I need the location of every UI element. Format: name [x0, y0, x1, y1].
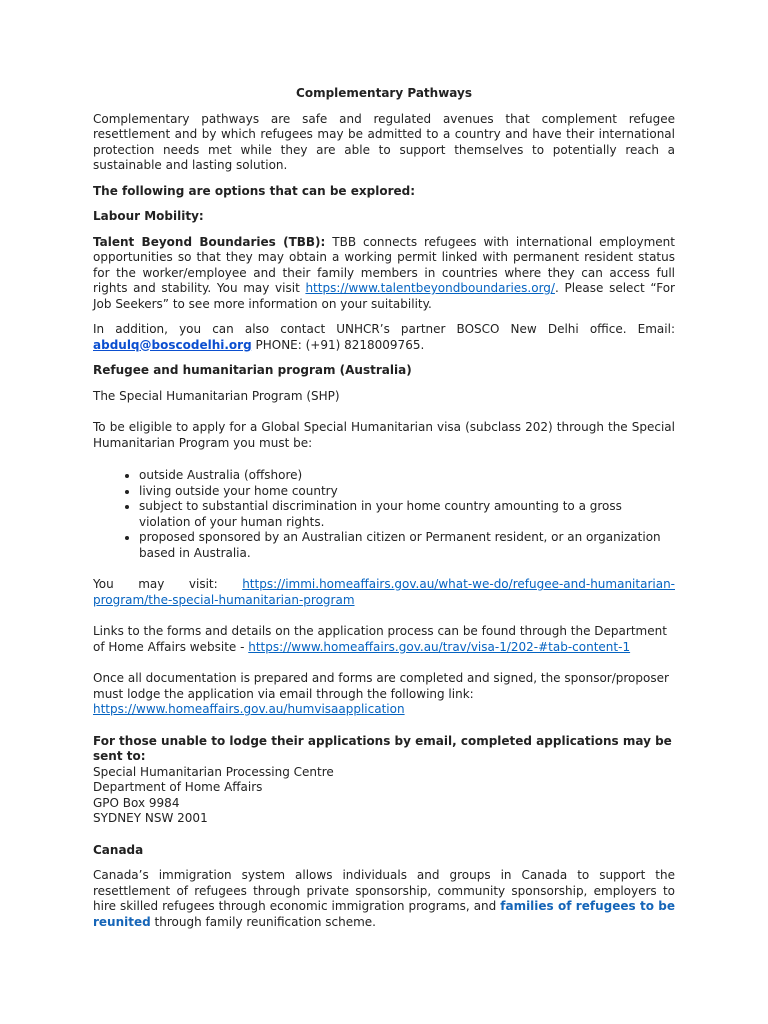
bosco-text: In addition, you can also contact UNHCR’s partner BOSCO New Delhi office. Email:	[93, 322, 675, 336]
bosco-email-link[interactable]: abdulq@boscodelhi.org	[93, 337, 252, 352]
australia-heading: Refugee and humanitarian program (Australia)	[93, 363, 412, 377]
labour-mobility-heading: Labour Mobility:	[93, 209, 204, 223]
visit-paragraph	[93, 577, 675, 608]
tbb-paragraph	[93, 235, 675, 313]
lodge-text: Once all documentation is prepared and forms are completed and signed, the sponsor/proposer must lodge the application via email through the following link:	[93, 671, 669, 701]
tbb-link[interactable]: https://www.talentbeyondboundaries.org/	[305, 281, 555, 295]
canada-heading: Canada	[93, 842, 144, 857]
canada-highlight: families of refugees to be reunited	[93, 899, 675, 929]
list-item: • proposed sponsored by an Australian citizen or Permanent resident, or an organization based in Australia.	[139, 530, 675, 561]
tbb-text: TBB connects refugees with international employment opportunities so that they may obtain a working permit linked with permanent resident status for the worker/employee and their family members in countries where they can access full rights and stability. You may visit	[93, 234, 675, 295]
tbb-label: Talent Beyond Boundaries (TBB):	[93, 234, 326, 249]
postal-address	[93, 765, 675, 827]
document-body	[93, 86, 675, 930]
eligibility-paragraph: To be eligible to apply for a Global Special Humanitarian visa (subclass 202) through the Special Humanitarian Program you must be:	[93, 420, 675, 450]
lodge-paragraph	[93, 671, 675, 718]
list-item: • living outside your home country	[139, 484, 675, 500]
visit-text: You may visit:	[93, 577, 243, 591]
address-line: Department of Home Affairs	[93, 780, 263, 794]
shp-link[interactable]: https://immi.homeaffairs.gov.au/what-we-do/refugee-and-humanitarian-program/the-special-humanitarian-program	[93, 577, 675, 607]
tbb-after: . Please select “For Job Seekers” to see more information on your suitability.	[93, 281, 675, 311]
address-line: SYDNEY NSW 2001	[93, 811, 208, 825]
forms-paragraph	[93, 624, 675, 655]
bosco-phone: PHONE: (+91) 8218009765.	[251, 337, 425, 352]
canada-text: Canada’s immigration system allows individuals and groups in Canada to support the resettlement of refugees through private sponsorship, community sponsorship, employers to hire skilled refugees through economic immigration programs, and	[93, 868, 675, 913]
criteria-list	[93, 468, 675, 561]
lodge-link[interactable]: https://www.homeaffairs.gov.au/humvisaapplication	[93, 702, 405, 716]
list-item: • subject to substantial discrimination in your home country amounting to a gross violation of your human rights.	[139, 499, 675, 530]
canada-after: through family reunification scheme.	[150, 914, 376, 929]
intro-paragraph: Complementary pathways are safe and regulated avenues that complement refugee resettlement and by which refugees may be admitted to a country and have their international protection needs met while they are able to support themselves to potentially reach a sustainable and lasting solution.	[93, 111, 675, 172]
options-heading: The following are options that can be explored:	[93, 183, 416, 198]
page-title: Complementary Pathways	[296, 86, 472, 100]
shp-title: The Special Humanitarian Program (SHP)	[93, 388, 340, 403]
list-item: • outside Australia (offshore)	[139, 468, 675, 484]
forms-text: Links to the forms and details on the application process can be found through the Department of Home Affairs website -	[93, 624, 667, 654]
address-line: Special Humanitarian Processing Centre	[93, 764, 334, 779]
bosco-paragraph	[93, 322, 675, 353]
forms-link[interactable]: https://www.homeaffairs.gov.au/trav/visa-1/202-#tab-content-1	[248, 639, 631, 654]
address-line: GPO Box 9984	[93, 795, 180, 810]
canada-paragraph	[93, 868, 675, 930]
mail-heading: For those unable to lodge their applications by email, completed applications may be sent to:	[93, 733, 672, 763]
